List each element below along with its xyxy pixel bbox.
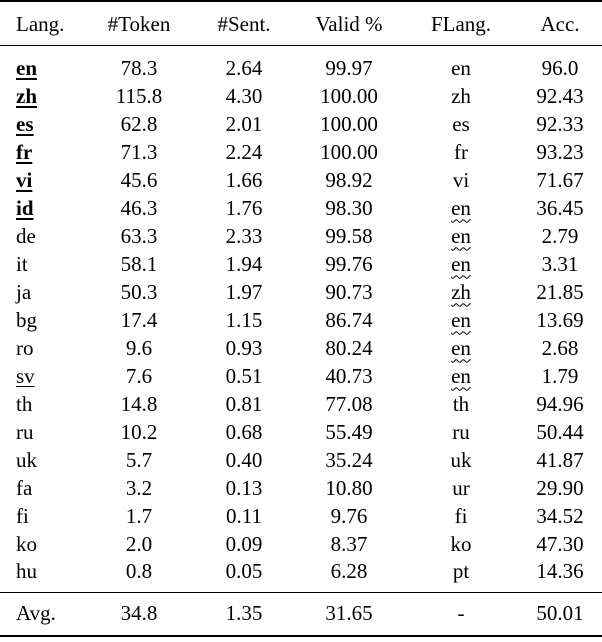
cell-lang-text: vi [16,167,33,192]
cell-valid [294,558,404,592]
cell-acc-text: 29.90 [536,475,584,500]
cell-sent-text: 2.24 [225,139,263,164]
cell-valid [294,222,404,250]
cell-acc-text: 50.44 [536,419,584,444]
cell-lang-text: zh [16,83,37,108]
table-body [0,45,602,592]
table-row [0,334,602,362]
cell-valid [294,446,404,474]
cell-token [84,222,194,250]
cell-acc [518,110,602,138]
cell-valid-text: 55.49 [325,419,373,444]
table-row [0,45,602,82]
cell-flang-text: en [451,195,471,220]
cell-token-text: 46.3 [120,195,158,220]
cell-lang [0,222,84,250]
cell-lang-text: fi [16,503,29,528]
cell-acc [518,45,602,82]
cell-token-text: 0.8 [125,559,153,584]
cell-valid [294,474,404,502]
cell-token [84,390,194,418]
cell-token [84,194,194,222]
cell-sent [194,474,294,502]
cell-token [84,82,194,110]
cell-lang [0,166,84,194]
cell-token-text: 10.2 [120,419,158,444]
cell-token-text: 5.7 [125,447,153,472]
cell-token [84,250,194,278]
cell-valid [294,110,404,138]
cell-flang [404,306,518,334]
cell-flang [404,418,518,446]
cell-acc-text: 1.79 [541,363,579,388]
header-sent: #Sent. [194,1,294,45]
cell-flang [404,250,518,278]
cell-valid-text: 80.24 [325,335,373,360]
avg-acc: 50.01 [518,592,602,636]
cell-valid-text: 90.73 [325,279,373,304]
cell-valid-text: 99.97 [325,55,373,80]
table-footer [0,592,602,636]
cell-lang-text: fr [16,139,33,164]
cell-valid-text: 9.76 [330,503,368,528]
cell-token [84,418,194,446]
avg-sent: 1.35 [194,592,294,636]
cell-acc [518,138,602,166]
cell-acc [518,362,602,390]
cell-lang [0,502,84,530]
header-token: #Token [84,1,194,45]
cell-sent-text: 0.13 [225,475,263,500]
cell-token-text: 78.3 [120,55,158,80]
cell-token-text: 115.8 [115,83,163,108]
table-row [0,362,602,390]
cell-valid [294,306,404,334]
cell-lang-text: ru [16,419,34,444]
cell-token [84,110,194,138]
cell-acc [518,250,602,278]
cell-lang [0,194,84,222]
cell-flang [404,110,518,138]
cell-sent [194,558,294,592]
cell-flang [404,474,518,502]
cell-sent [194,110,294,138]
cell-valid-text: 98.92 [325,167,373,192]
table-row [0,558,602,592]
cell-token-text: 2.0 [125,531,153,556]
cell-lang [0,418,84,446]
cell-flang [404,278,518,306]
cell-sent-text: 0.51 [225,363,263,388]
cell-acc-text: 41.87 [536,447,584,472]
cell-valid-text: 100.00 [320,111,378,136]
cell-flang [404,362,518,390]
cell-valid [294,530,404,558]
cell-acc [518,502,602,530]
cell-sent-text: 1.15 [225,307,263,332]
cell-flang [404,390,518,418]
cell-flang-text: ur [452,475,470,500]
cell-token-text: 50.3 [120,279,158,304]
cell-sent [194,446,294,474]
cell-flang [404,194,518,222]
cell-lang-text: fa [16,475,33,500]
cell-valid [294,166,404,194]
cell-valid-text: 100.00 [320,83,378,108]
cell-acc [518,194,602,222]
cell-lang-text: bg [16,307,37,332]
cell-acc-text: 96.0 [541,55,579,80]
cell-sent [194,166,294,194]
cell-sent-text: 1.97 [225,279,263,304]
cell-sent [194,82,294,110]
cell-lang [0,446,84,474]
cell-valid [294,82,404,110]
cell-acc-text: 3.31 [541,251,579,276]
table-header [0,1,602,45]
cell-lang [0,390,84,418]
cell-flang [404,82,518,110]
cell-acc [518,278,602,306]
table-row [0,138,602,166]
cell-flang-text: en [451,223,471,248]
cell-flang-text: en [451,251,471,276]
cell-acc-text: 2.68 [541,335,579,360]
cell-acc-text: 14.36 [536,559,584,584]
cell-token [84,306,194,334]
cell-valid [294,362,404,390]
cell-token [84,334,194,362]
cell-valid-text: 99.76 [325,251,373,276]
cell-token [84,530,194,558]
cell-flang-text: fr [454,139,468,164]
cell-lang-text: th [16,391,33,416]
cell-sent [194,362,294,390]
cell-acc [518,530,602,558]
table-row [0,446,602,474]
cell-token-text: 9.6 [125,335,153,360]
cell-valid [294,250,404,278]
cell-lang [0,306,84,334]
avg-token: 34.8 [84,592,194,636]
header-lang: Lang. [0,1,84,45]
cell-sent-text: 2.33 [225,223,263,248]
cell-sent-text: 1.66 [225,167,263,192]
cell-token-text: 17.4 [120,307,158,332]
table-row [0,502,602,530]
table-row [0,166,602,194]
cell-token-text: 14.8 [120,391,158,416]
cell-lang-text: ko [16,531,37,556]
cell-sent [194,278,294,306]
cell-sent [194,390,294,418]
header-valid: Valid % [294,1,404,45]
cell-lang-text: it [16,251,28,276]
cell-acc-text: 71.67 [536,167,584,192]
cell-sent-text: 0.05 [225,559,263,584]
cell-acc [518,306,602,334]
table-row [0,82,602,110]
cell-acc-text: 2.79 [541,223,579,248]
header-flang: FLang. [404,1,518,45]
cell-lang [0,138,84,166]
cell-acc-text: 21.85 [536,279,584,304]
cell-lang [0,362,84,390]
cell-valid-text: 6.28 [330,559,368,584]
cell-sent-text: 0.11 [226,503,262,528]
avg-valid: 31.65 [294,592,404,636]
cell-lang [0,474,84,502]
cell-lang [0,110,84,138]
cell-flang [404,530,518,558]
cell-valid [294,194,404,222]
cell-token-text: 7.6 [125,363,153,388]
cell-flang-text: pt [452,559,470,584]
cell-flang [404,166,518,194]
cell-flang [404,45,518,82]
cell-token-text: 45.6 [120,167,158,192]
cell-sent [194,530,294,558]
header-acc: Acc. [518,1,602,45]
cell-token [84,502,194,530]
cell-flang-text: en [451,307,471,332]
cell-valid [294,334,404,362]
table-row [0,278,602,306]
cell-token [84,45,194,82]
cell-lang-text: uk [16,447,37,472]
cell-token-text: 3.2 [125,475,153,500]
cell-sent-text: 0.81 [225,391,263,416]
cell-valid [294,390,404,418]
cell-token [84,446,194,474]
cell-sent-text: 0.40 [225,447,263,472]
cell-token [84,166,194,194]
cell-sent [194,222,294,250]
cell-token [84,474,194,502]
cell-flang-text: fi [454,503,468,528]
cell-acc [518,166,602,194]
cell-valid-text: 35.24 [325,447,373,472]
header-row [0,1,602,45]
cell-acc [518,222,602,250]
cell-valid-text: 98.30 [325,195,373,220]
cell-sent-text: 1.76 [225,195,263,220]
cell-acc-text: 34.52 [536,503,584,528]
cell-flang-text: en [451,55,471,80]
cell-flang-text: en [451,335,471,360]
table-row [0,474,602,502]
cell-acc [518,474,602,502]
cell-sent [194,194,294,222]
cell-sent-text: 1.94 [225,251,263,276]
table-row [0,306,602,334]
cell-acc [518,418,602,446]
cell-acc-text: 92.33 [536,111,584,136]
cell-valid [294,418,404,446]
cell-acc-text: 94.96 [536,391,584,416]
cell-token-text: 58.1 [120,251,158,276]
cell-valid-text: 10.80 [325,475,373,500]
cell-valid-text: 99.58 [325,223,373,248]
cell-lang-text: hu [16,559,37,584]
cell-lang-text: ro [16,335,34,360]
cell-sent [194,306,294,334]
cell-sent-text: 0.09 [225,531,263,556]
table-row [0,110,602,138]
cell-valid-text: 86.74 [325,307,373,332]
cell-lang [0,278,84,306]
cell-lang [0,82,84,110]
cell-flang-text: en [451,363,471,388]
cell-acc [518,446,602,474]
cell-token [84,138,194,166]
cell-flang-text: ru [452,419,470,444]
cell-valid-text: 77.08 [325,391,373,416]
cell-lang [0,530,84,558]
cell-acc-text: 93.23 [536,139,584,164]
table-row [0,222,602,250]
cell-lang [0,45,84,82]
cell-lang-text: es [16,111,34,136]
cell-sent-text: 0.68 [225,419,263,444]
cell-lang [0,250,84,278]
cell-token-text: 1.7 [125,503,153,528]
table-row [0,418,602,446]
cell-flang-text: es [452,111,470,136]
cell-flang-text: th [452,391,470,416]
cell-flang [404,222,518,250]
cell-token-text: 62.8 [120,111,158,136]
average-row [0,592,602,636]
cell-valid-text: 100.00 [320,139,378,164]
cell-sent [194,45,294,82]
cell-lang [0,334,84,362]
cell-flang [404,334,518,362]
cell-flang [404,558,518,592]
cell-lang-text: sv [16,363,35,388]
cell-sent [194,502,294,530]
cell-flang [404,502,518,530]
table-row [0,194,602,222]
cell-sent-text: 4.30 [225,83,263,108]
cell-sent [194,250,294,278]
cell-token [84,362,194,390]
cell-valid-text: 40.73 [325,363,373,388]
cell-acc [518,82,602,110]
cell-acc-text: 13.69 [536,307,584,332]
cell-sent-text: 2.64 [225,55,263,80]
cell-sent [194,334,294,362]
cell-flang-text: uk [450,447,472,472]
cell-valid [294,45,404,82]
avg-flang: - [404,592,518,636]
cell-sent-text: 0.93 [225,335,263,360]
table-row [0,390,602,418]
cell-acc [518,558,602,592]
cell-token [84,278,194,306]
cell-token [84,558,194,592]
table-row [0,250,602,278]
table-row [0,530,602,558]
cell-lang [0,558,84,592]
cell-token-text: 63.3 [120,223,158,248]
cell-sent [194,138,294,166]
cell-flang-text: zh [451,83,471,108]
cell-acc-text: 47.30 [536,531,584,556]
cell-lang-text: ja [16,279,32,304]
avg-lang: Avg. [0,592,84,636]
cell-flang-text: vi [452,167,470,192]
cell-lang-text: id [16,195,34,220]
cell-valid [294,138,404,166]
cell-flang-text: zh [451,279,471,304]
cell-flang [404,446,518,474]
cell-lang-text: en [16,55,37,80]
cell-lang-text: de [16,223,36,248]
cell-token-text: 71.3 [120,139,158,164]
cell-valid-text: 8.37 [330,531,368,556]
cell-acc [518,390,602,418]
cell-sent [194,418,294,446]
cell-sent-text: 2.01 [225,111,263,136]
cell-flang-text: ko [450,531,472,556]
cell-valid [294,278,404,306]
cell-acc [518,334,602,362]
cell-acc-text: 92.43 [536,83,584,108]
cell-acc-text: 36.45 [536,195,584,220]
cell-flang [404,138,518,166]
cell-valid [294,502,404,530]
